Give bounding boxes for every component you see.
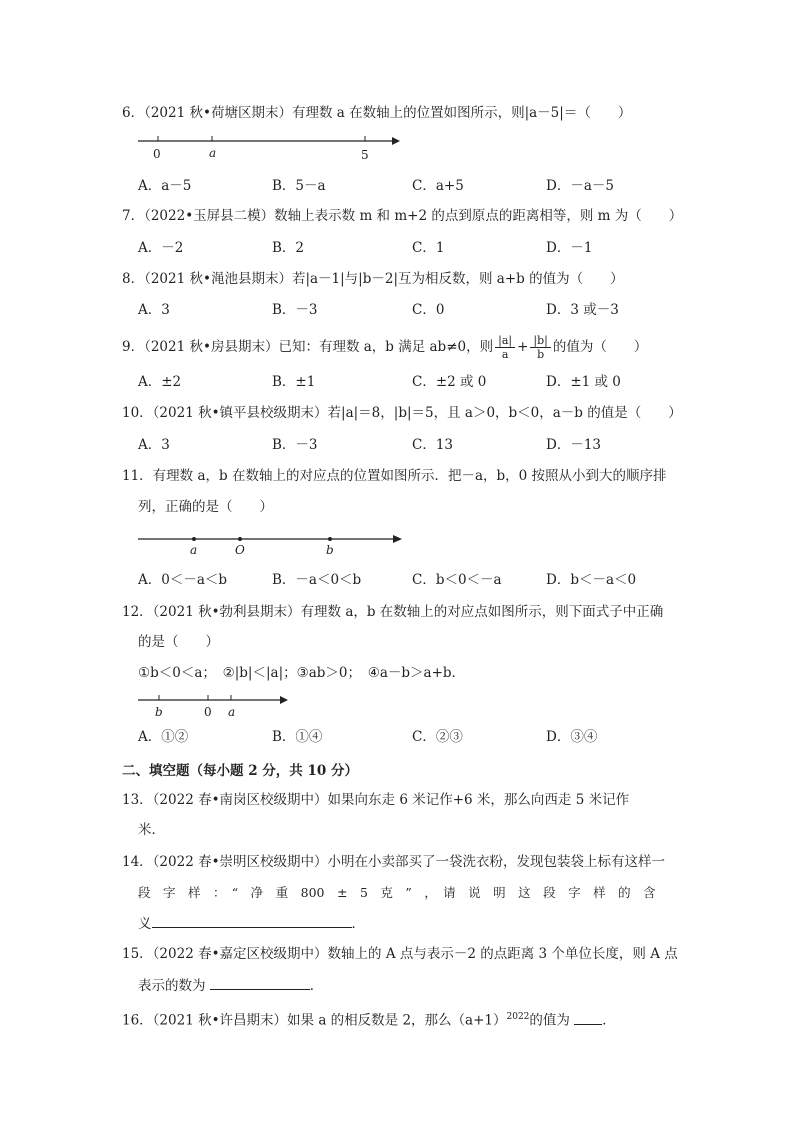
q6-axis-label-a: a <box>209 146 217 160</box>
q6-axis-label-0: 0 <box>153 147 161 161</box>
q10-stem: 10．（2021 秋•镇平县校级期末）若|a|＝8，|b|＝5，且 a＞0，b＜0，a－b 的值是（ ） <box>122 405 682 421</box>
q16-line <box>122 1007 616 1031</box>
q12-stem-line-2: 的是（ ） <box>138 634 219 650</box>
q11-axis-label-a: a <box>190 543 198 557</box>
q9-fraction-1-numerator: |a| <box>495 334 515 348</box>
q10-option-c: C．13 <box>412 437 454 453</box>
q11-option-b: B．－a＜0＜b <box>272 572 362 588</box>
q12-option-c: C．②③ <box>412 729 463 745</box>
q15-line-1: 15．（2022 春•嘉定区校级期中）数轴上的 A 点与表示－2 的点距离 3 个单位长度，则 A 点 <box>122 946 678 962</box>
q9-option-c: C．±2 或 0 <box>412 374 487 390</box>
q10-option-a: A．3 <box>138 437 170 453</box>
q11-axis-label-b: b <box>326 543 334 557</box>
q9-stem-part-a: 9．（2021 秋•房县期末）已知：有理数 a，b 满足 ab≠0，则 <box>122 339 494 355</box>
q12-option-a: A．①② <box>138 729 189 745</box>
q12-axis-label-b: b <box>155 705 163 719</box>
q6-option-b: B．5－a <box>272 178 326 194</box>
q6-option-a: A．a－5 <box>138 178 192 194</box>
q16-text-c: ． <box>602 1012 616 1029</box>
q6-axis-label-5: 5 <box>361 148 369 162</box>
q14-line-3-prefix: 义 <box>138 916 152 932</box>
q6-option-d: D．－a－5 <box>546 178 614 194</box>
q8-option-a: A．3 <box>138 302 170 318</box>
q15-answer-blank[interactable] <box>210 975 310 990</box>
q11-axis-label-o: O <box>235 543 245 557</box>
q14-line-3 <box>138 913 365 934</box>
q11-number-line <box>136 530 406 550</box>
q6-option-c: C．a+5 <box>412 178 464 194</box>
q11-option-d: D．b＜－a＜0 <box>546 572 637 588</box>
q10-option-d: D．－13 <box>546 437 602 453</box>
q11-stem-line-1: 11．有理数 a，b 在数轴上的对应点的位置如图所示．把－a，b，0 按照从小到大的顺序排 <box>122 468 667 484</box>
q13-line-2: 米． <box>138 822 165 838</box>
q9-stem-part-b: 的值为（ ） <box>552 339 648 355</box>
q12-stem-line-1: 12．（2021 秋•勃利县期末）有理数 a，b 在数轴上的对应点如图所示，则下面式子中正确 <box>122 604 664 620</box>
q9-fraction-1-denominator: a <box>501 348 509 361</box>
q16-answer-blank[interactable] <box>574 1010 602 1025</box>
q12-option-d: D．③④ <box>546 729 598 745</box>
q14-line-3-suffix: ． <box>351 916 365 932</box>
q14-answer-blank[interactable] <box>152 913 352 928</box>
q14-line-1: 14．（2022 春•崇明区校级期中）小明在小卖部买了一袋洗衣粉，发现包装袋上标有这样一 <box>122 854 666 870</box>
q9-option-b: B．±1 <box>272 374 316 390</box>
q15-line-2 <box>138 975 323 996</box>
q9-fraction-2-denominator: b <box>537 348 545 361</box>
q12-axis-label-a: a <box>228 705 236 719</box>
q11-option-a: A．0＜－a＜b <box>138 572 228 588</box>
q16-text-b: 的值为 <box>529 1012 570 1029</box>
q12-option-b: B．①④ <box>272 729 323 745</box>
section-2-heading: 二、填空题（每小题 2 分，共 10 分） <box>122 763 358 779</box>
q12-axis-label-0: 0 <box>204 705 212 719</box>
q7-option-b: B．2 <box>272 240 305 256</box>
q9-option-a: A．±2 <box>138 374 182 390</box>
q16-exponent: 2022 <box>506 1012 530 1022</box>
q9-fraction-1 <box>495 334 515 361</box>
q12-conditions: ①b＜0＜a； ②|b|＜|a|；③ab＞0； ④a－b＞a+b． <box>138 665 466 681</box>
q16-text-a: 16．（2021 秋•许昌期末）如果 a 的相反数是 2，那么（a+1） <box>122 1012 507 1029</box>
q10-option-b: B．－3 <box>272 437 318 453</box>
q13-line-1: 13．（2022 春•南岗区校级期中）如果向东走 6 米记作+6 米，那么向西走 5 米记作 <box>122 792 630 808</box>
q8-option-b: B．－3 <box>272 302 318 318</box>
q7-stem: 7．（2022•玉屏县二模）数轴上表示数 m 和 m+2 的点到原点的距离相等，则 m 为（ ） <box>122 208 683 224</box>
q15-line-2-prefix: 表示的数为 <box>138 978 206 994</box>
q11-stem-line-2: 列，正确的是（ ） <box>138 499 273 515</box>
q8-option-d: D．3 或－3 <box>546 302 619 318</box>
q9-fraction-2 <box>530 334 550 361</box>
q6-stem: 6．（2021 秋•荷塘区期末）有理数 a 在数轴上的位置如图所示，则|a－5|＝（ ） <box>122 105 632 121</box>
q9-plus: + <box>517 339 529 355</box>
q15-line-2-suffix: ． <box>309 978 324 994</box>
q11-option-c: C．b＜0＜－a <box>412 572 502 588</box>
q14-line-2: 段 字 样 ： “ 净 重 800 ± 5 克 ” ， 请 说 明 这 段 字 样 的 含 <box>138 885 656 900</box>
q7-option-d: D．－1 <box>546 240 593 256</box>
q7-option-c: C．1 <box>412 240 445 256</box>
q7-option-a: A．－2 <box>138 240 184 256</box>
q8-option-c: C．0 <box>412 302 445 318</box>
q8-stem: 8．（2021 秋•渑池县期末）若|a－1|与|b－2|互为相反数，则 a+b 的值为（ ） <box>122 271 624 287</box>
q9-fraction-2-numerator: |b| <box>530 334 550 348</box>
q9-option-d: D．±1 或 0 <box>546 374 621 390</box>
q9-stem <box>122 334 647 361</box>
